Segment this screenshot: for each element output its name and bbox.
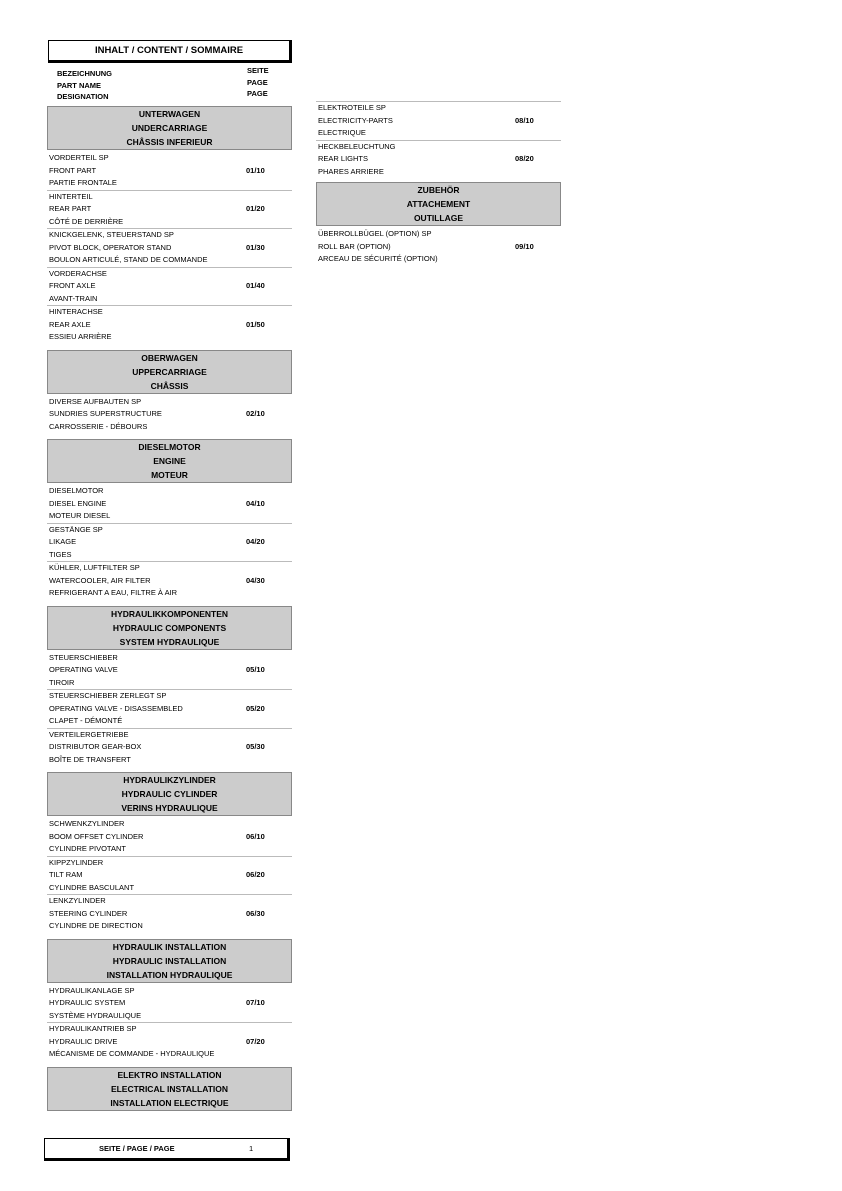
section-title-line: HYDRAULIC INSTALLATION [112,955,227,966]
section-entries [47,483,292,600]
entry-name-en: WATERCOOLER, AIR FILTER [49,575,151,585]
entry-name-de: KÜHLER, LUFTFILTER SP [49,563,140,572]
entry-name-en: LIKAGE [49,537,77,546]
lead-entries [316,101,561,178]
entry-name-de: HINTERACHSE [49,307,103,316]
entry-name-en: REAR LIGHTS [318,154,369,163]
entry-page-number: 08/20 [515,154,534,163]
header-label-de: BEZEICHNUNG [57,69,113,78]
toc-entry [47,1023,292,1061]
contents-column-left [47,106,292,1119]
section-entries [47,394,292,434]
contents-column-right [316,101,561,272]
section-entries [47,1111,292,1113]
toc-section [47,772,292,933]
entry-name-de: SCHWENKZYLINDER [49,819,125,828]
right-sections [316,182,561,266]
section-title-line: UNDERCARRIAGE [131,123,208,133]
entry-name-en: TILT RAM [49,870,83,879]
entry-name-en: BOOM OFFSET CYLINDER [49,831,144,841]
entry-page-number: 04/10 [246,498,265,508]
entry-page-number: 08/10 [515,115,534,125]
section-entries [47,983,292,1061]
entry-page-number: 05/20 [246,703,265,713]
section-header [47,939,292,983]
section-title-line: OBERWAGEN [141,352,198,363]
footer-page-number: 1 [249,1144,254,1153]
section-title-line: UNTERWAGEN [138,109,201,119]
toc-entry [47,152,292,191]
section-header [47,439,292,483]
entry-name-fr: PHARES ARRIERE [318,166,384,176]
entry-name-fr: PARTIE FRONTALE [49,178,117,187]
page-title: INHALT / CONTENT / SOMMAIRE [48,40,292,63]
toc-entry [47,268,292,307]
entry-page-number: 04/30 [246,575,265,585]
entry-name-en: DIESEL ENGINE [49,498,107,508]
entry-name-de: KIPPZYLINDER [49,857,104,867]
entry-name-fr: ESSIEU ARRIÈRE [49,332,112,341]
section-title-line: ELECTRICAL INSTALLATION [110,1083,229,1094]
section-header [47,106,292,150]
entry-page-number: 05/10 [246,665,265,674]
entry-name-en: HYDRAULIC DRIVE [49,1036,118,1046]
footer-label: SEITE / PAGE / PAGE [99,1144,175,1153]
section-entries [47,150,292,344]
column-header-page [247,65,269,100]
entry-name-en: REAR PART [49,204,92,213]
section-header [47,350,292,394]
section-header [47,606,292,650]
entry-page-number: 02/10 [246,409,265,418]
column-header-part-name [57,68,112,103]
toc-entry [47,652,292,691]
entry-name-en: PIVOT BLOCK, OPERATOR STAND [49,242,172,252]
entry-name-de: STEUERSCHIEBER ZERLEGT SP [49,691,167,700]
section-title-line: HYDRAULIC COMPONENTS [112,622,227,633]
toc-entry [316,228,561,266]
section-title-line: ZUBEHÖR [417,185,460,195]
entry-name-de: LENKZYLINDER [49,896,106,905]
section-title-line: HYDRAULIC CYLINDER [121,789,218,799]
entry-name-de: VORDERACHSE [49,268,107,278]
entry-name-de: ELEKTROTEILE SP [318,103,386,112]
section-title-line: CHÂSSIS [150,380,189,391]
entry-name-fr: TIGES [49,549,72,559]
section-header [47,772,292,816]
header-label-en: PART NAME [57,80,102,90]
entry-name-en: ROLL BAR (OPTION) [318,241,391,251]
toc-entry [47,485,292,524]
toc-entry [47,985,292,1024]
toc-section [47,439,292,600]
entry-name-de: HYDRAULIKANTRIEB SP [49,1024,137,1033]
toc-section [47,350,292,434]
entry-name-en: OPERATING VALVE [49,665,118,674]
header-page-fr: PAGE [247,89,268,98]
entry-page-number: 01/50 [246,319,265,329]
entry-name-de: HINTERTEIL [49,191,93,201]
entry-page-number: 07/10 [246,998,265,1007]
entry-name-fr: CLAPET - DÉMONTÉ [49,716,123,725]
section-title-line: HYDRAULIKZYLINDER [123,775,216,785]
entry-name-en: OPERATING VALVE - DISASSEMBLED [49,703,183,713]
toc-entry [47,229,292,268]
section-entries [47,816,292,933]
section-entries [316,226,561,266]
entry-name-fr: CYLINDRE BASCULANT [49,882,135,892]
header-label-fr: DESIGNATION [57,92,109,101]
entry-page-number: 05/30 [246,742,265,751]
header-page-de: SEITE [247,66,269,75]
toc-section [316,182,561,266]
toc-entry [47,562,292,600]
entry-name-de: STEUERSCHIEBER [49,652,118,662]
entry-name-en: DISTRIBUTOR GEAR-BOX [49,742,142,751]
toc-entry [316,141,561,179]
section-title-line: HYDRAULIKKOMPONENTEN [110,608,229,619]
section-title-line: DIESELMOTOR [138,442,201,452]
toc-entry [47,895,292,933]
section-entries [47,650,292,767]
entry-name-en: FRONT PART [49,165,97,175]
entry-name-de: GESTÄNGE SP [49,524,103,534]
entry-name-de: ÜBERROLLBÜGEL (OPTION) SP [318,229,432,238]
toc-entry [47,524,292,563]
section-title-line: MOTEUR [151,470,188,480]
entry-page-number: 09/10 [515,241,534,251]
entry-name-fr: TIROIR [49,677,75,687]
entry-name-de: DIVERSE AUFBAUTEN SP [49,396,142,406]
toc-entry [47,857,292,896]
toc-section [47,939,292,1061]
section-title-line: INSTALLATION ELECTRIQUE [110,1097,229,1108]
toc-section [47,606,292,767]
toc-entry [47,306,292,344]
entry-name-en: SUNDRIES SUPERSTRUCTURE [49,409,162,418]
section-title-line: INSTALLATION HYDRAULIQUE [106,969,233,980]
entry-page-number: 06/10 [246,831,265,841]
entry-page-number: 06/30 [246,908,265,918]
section-header [47,1067,292,1111]
entry-name-de: KNICKGELENK, STEUERSTAND SP [49,230,174,239]
toc-section [47,1067,292,1113]
entry-page-number: 01/20 [246,204,265,213]
entry-name-de: VORDERTEIL SP [49,153,109,162]
entry-name-fr: MOTEUR DIESEL [49,511,111,520]
entry-name-fr: CYLINDRE PIVOTANT [49,844,126,853]
entry-page-number: 01/40 [246,281,265,290]
entry-name-de: VERTEILERGETRIEBE [49,729,129,739]
section-title-line: OUTILLAGE [413,213,464,223]
toc-entry [47,729,292,767]
toc-section [47,106,292,344]
entry-name-de: HYDRAULIKANLAGE SP [49,985,135,995]
entry-page-number: 07/20 [246,1036,265,1046]
entry-name-fr: BOÎTE DE TRANSFERT [49,754,131,764]
page-footer [44,1138,290,1161]
entry-name-fr: MÉCANISME DE COMMANDE - HYDRAULIQUE [49,1049,215,1058]
toc-entry [47,690,292,729]
section-title-line: UPPERCARRIAGE [132,366,207,377]
section-title-line: HYDRAULIK INSTALLATION [112,941,227,952]
toc-entry [316,102,561,141]
entry-name-en: HYDRAULIC SYSTEM [49,998,126,1007]
entry-page-number: 04/20 [246,537,265,546]
section-title-line: CHÂSSIS INFERIEUR [126,137,213,147]
entry-name-fr: AVANT-TRAIN [49,293,98,303]
toc-entry [47,191,292,230]
entry-page-number: 06/20 [246,870,265,879]
entry-name-en: STEERING CYLINDER [49,908,128,918]
entry-name-fr: BOULON ARTICULÉ, STAND DE COMMANDE [49,255,208,264]
toc-entry [47,818,292,857]
toc-entry [47,396,292,434]
section-title-line: SYSTEM HYDRAULIQUE [119,636,220,647]
entry-name-fr: SYSTÈME HYDRAULIQUE [49,1010,142,1020]
entry-page-number: 01/10 [246,165,265,175]
entry-name-fr: CÔTÉ DE DERRIÈRE [49,216,124,226]
entry-name-fr: ELECTRIQUE [318,128,366,137]
entry-name-fr: ARCEAU DE SÉCURITÉ (OPTION) [318,254,438,263]
entry-name-fr: CYLINDRE DE DIRECTION [49,921,143,930]
section-header [316,182,561,226]
header-page-en: PAGE [247,77,268,87]
entry-page-number: 01/30 [246,242,265,252]
section-title-line: ATTACHEMENT [406,199,471,209]
entry-name-en: ELECTRICITY-PARTS [318,115,393,125]
entry-name-en: FRONT AXLE [49,281,96,290]
entry-name-de: HECKBELEUCHTUNG [318,141,396,151]
entry-name-fr: REFRIGERANT A EAU, FILTRE À AIR [49,588,178,597]
section-title-line: VERINS HYDRAULIQUE [121,803,218,813]
section-title-line: ENGINE [153,456,186,466]
entry-name-de: DIESELMOTOR [49,486,104,495]
section-title-line: ELEKTRO INSTALLATION [117,1069,222,1080]
entry-name-fr: CARROSSERIE - DÉBOURS [49,421,148,431]
entry-name-en: REAR AXLE [49,319,91,329]
